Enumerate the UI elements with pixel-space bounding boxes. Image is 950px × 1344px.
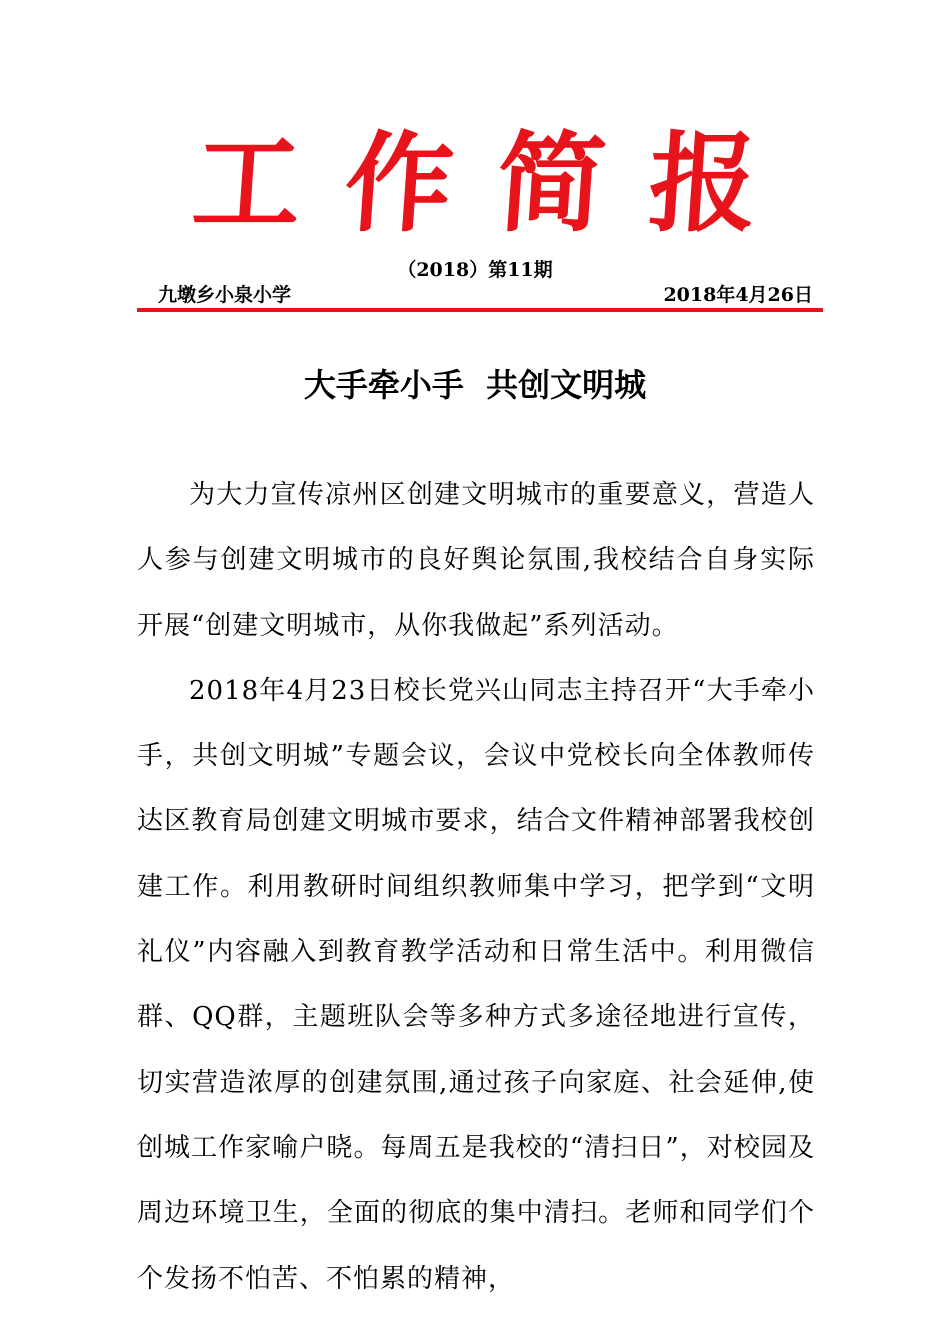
school-name: 九墩乡小泉小学 — [158, 284, 292, 306]
article-paragraph: 2018年4月23日校长党兴山同志主持召开“大手牵小手，共创文明城”专题会议，会议中党校长向全体教师传达区教育局创建文明城市要求，结合文件精神部署我校创建工作。利用教研时间组织教师集中学习，把学到“文明礼仪”内容融入到教育教学活动和日常生活中。利用微信群、QQ群，主题班队会等多种方式多途径地进行宣传，切实营造浓厚的创建氛围,通过孩子向家庭、社会延伸,使创城工作家喻户晓。每周五是我校的“清扫日”，对校园及周边环境卫生，全面的彻底的集中清扫。老师和同学们个个发扬不怕苦、不怕累的精神， — [137, 675, 815, 1294]
issue-number: （2018）第11期 — [397, 259, 553, 281]
article-title: 大手牵小手 共创文明城 — [303, 366, 647, 404]
issue-date: 2018年4月26日 — [663, 284, 813, 306]
article-paragraph: 为大力宣传凉州区创建文明城市的重要意义，营造人人参与创建文明城市的良好舆论氛围,我校结合自身实际开展“创建文明城市，从你我做起”系列活动。 — [137, 480, 815, 641]
header-divider — [137, 308, 823, 312]
bulletin-masthead-title: 工作简报 — [188, 122, 806, 247]
bulletin-meta-row — [158, 283, 813, 307]
article-body — [137, 463, 815, 1312]
